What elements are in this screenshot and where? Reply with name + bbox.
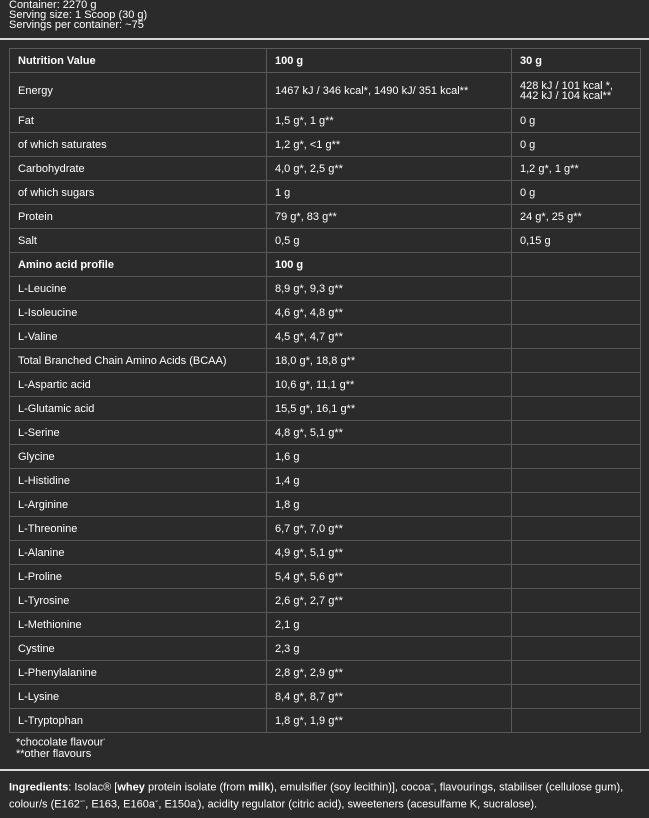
table-row <box>10 373 641 397</box>
row-value-30g <box>512 325 641 349</box>
row-value-30g <box>512 565 641 589</box>
row-label: L-Proline <box>10 565 267 589</box>
superscript-mark: ¹ <box>103 737 105 742</box>
row-label: of which saturates <box>10 133 267 157</box>
row-value-100g: 4,6 g*, 4,8 g** <box>267 301 512 325</box>
table-row <box>10 685 641 709</box>
ingredients-part: , E163, E160a <box>85 798 155 811</box>
nutrition-header-row <box>10 49 641 73</box>
row-label: Glycine <box>10 445 267 469</box>
per-100g-header: 100 g <box>267 49 512 73</box>
superscript-mark: ¹ʳʳ <box>430 782 434 787</box>
row-label: L-Glutamic acid <box>10 397 267 421</box>
row-value-30g <box>512 709 641 733</box>
table-row <box>10 109 641 133</box>
ingredients-part: ), emulsifier (soy lecithin)], cocoa <box>270 781 431 794</box>
row-label: L-Isoleucine <box>10 301 267 325</box>
row-value-30g <box>512 493 641 517</box>
table-row <box>10 709 641 733</box>
row-label: Total Branched Chain Amino Acids (BCAA) <box>10 349 267 373</box>
row-label: L-Aspartic acid <box>10 373 267 397</box>
row-value-30g: 0,15 g <box>512 229 641 253</box>
top-divider <box>0 38 649 40</box>
table-row <box>10 493 641 517</box>
row-value-30g <box>512 685 641 709</box>
row-value-100g: 18,0 g*, 18,8 g** <box>267 349 512 373</box>
row-value-100g: 2,6 g*, 2,7 g** <box>267 589 512 613</box>
allergen-whey: whey <box>117 781 145 794</box>
ingredients-part: protein isolate (from <box>144 781 249 794</box>
ingredients-text <box>9 778 641 811</box>
row-value-100g: 1,6 g <box>267 445 512 469</box>
superscript-mark: ⁿʳʳ <box>154 798 159 804</box>
superscript-mark: ⁿ <box>196 798 198 804</box>
table-row <box>10 637 641 661</box>
row-label: L-Leucine <box>10 277 267 301</box>
row-value-30g: 0 g <box>512 109 641 133</box>
row-value-100g: 79 g*, 83 g** <box>267 205 512 229</box>
ingredients-part: , flavourings, stabiliser (cellulose gum), <box>433 781 624 794</box>
row-value-30g <box>512 253 641 277</box>
row-value-100g: 5,4 g*, 5,6 g** <box>267 565 512 589</box>
row-value-30g <box>512 301 641 325</box>
row-label: Carbohydrate <box>10 157 267 181</box>
row-value-30g <box>512 589 641 613</box>
energy-30g-line1: 428 kJ / 101 kcal *, <box>520 79 613 92</box>
servings-per-container: Servings per container: ~75 <box>9 19 144 31</box>
allergen-milk: milk <box>248 781 271 794</box>
row-value-100g: 4,9 g*, 5,1 g** <box>267 541 512 565</box>
row-label: L-Threonine <box>10 517 267 541</box>
table-row <box>10 349 641 373</box>
container-size: Container: 2270 g <box>9 0 97 11</box>
row-label: L-Valine <box>10 325 267 349</box>
row-value-30g <box>512 541 641 565</box>
ingredients-part: , E150a <box>158 798 197 811</box>
row-label: Salt <box>10 229 267 253</box>
table-row <box>10 397 641 421</box>
row-value-30g <box>512 277 641 301</box>
row-value-100g: 2,8 g*, 2,9 g** <box>267 661 512 685</box>
table-row <box>10 613 641 637</box>
row-value-100g: 8,4 g*, 8,7 g** <box>267 685 512 709</box>
nutrition-value-header: Nutrition Value <box>10 49 267 73</box>
row-value-100g: 1,2 g*, <1 g** <box>267 133 512 157</box>
row-value-30g: 1,2 g*, 1 g** <box>512 157 641 181</box>
row-value-100g: 4,8 g*, 5,1 g** <box>267 421 512 445</box>
table-row <box>10 229 641 253</box>
section-header-row <box>10 253 641 277</box>
row-label: L-Serine <box>10 421 267 445</box>
row-value-30g <box>512 445 641 469</box>
footnotes <box>16 734 105 760</box>
nutrition-table <box>9 48 641 733</box>
row-label: L-Tyrosine <box>10 589 267 613</box>
table-row <box>10 445 641 469</box>
table-row <box>10 325 641 349</box>
row-label: Fat <box>10 109 267 133</box>
table-row <box>10 157 641 181</box>
footnote-other: **other flavours <box>16 747 92 760</box>
row-value-30g <box>512 661 641 685</box>
bottom-divider <box>0 769 649 771</box>
row-value-30g <box>512 613 641 637</box>
row-value-100g: 2,3 g <box>267 637 512 661</box>
row-value-100g: 1,8 g <box>267 493 512 517</box>
per-30g-header: 30 g <box>512 49 641 73</box>
row-value-100g: 1,5 g*, 1 g** <box>267 109 512 133</box>
table-row <box>10 661 641 685</box>
row-value-100g: 100 g <box>267 253 512 277</box>
ingredients-label: Ingredients <box>9 781 69 794</box>
row-label: L-Histidine <box>10 469 267 493</box>
row-value-100g: 1,8 g*, 1,9 g** <box>267 709 512 733</box>
row-value-30g: 0 g <box>512 181 641 205</box>
row-value-100g: 10,6 g*, 11,1 g** <box>267 373 512 397</box>
energy-30g-line2: 442 kJ / 104 kcal** <box>520 89 612 102</box>
row-label: of which sugars <box>10 181 267 205</box>
table-row <box>10 517 641 541</box>
row-value-100g: 6,7 g*, 7,0 g** <box>267 517 512 541</box>
row-value-100g: 2,1 g <box>267 613 512 637</box>
footnote-chocolate: *chocolate flavour <box>16 736 104 749</box>
row-label: L-Alanine <box>10 541 267 565</box>
serving-size: Serving size: 1 Scoop (30 g) <box>9 9 148 21</box>
row-label: L-Arginine <box>10 493 267 517</box>
table-row <box>10 73 641 109</box>
row-label: L-Lysine <box>10 685 267 709</box>
row-value-100g: 1467 kJ / 346 kcal*, 1490 kJ/ 351 kcal** <box>267 73 512 109</box>
table-row <box>10 181 641 205</box>
table-row <box>10 565 641 589</box>
row-value-30g: 24 g*, 25 g** <box>512 205 641 229</box>
product-info <box>9 0 639 30</box>
row-value-100g: 1 g <box>267 181 512 205</box>
nutrition-table-body <box>10 49 641 733</box>
table-row <box>10 469 641 493</box>
table-row <box>10 541 641 565</box>
row-value-100g: 15,5 g*, 16,1 g** <box>267 397 512 421</box>
table-row <box>10 421 641 445</box>
table-row <box>10 301 641 325</box>
row-value-30g <box>512 469 641 493</box>
row-value-100g: 0,5 g <box>267 229 512 253</box>
row-label: L-Tryptophan <box>10 709 267 733</box>
row-value-30g <box>512 73 641 109</box>
superscript-mark: ⁿʳʳʳʳ <box>79 798 86 804</box>
ingredients-part: colour/s (E162 <box>9 798 80 811</box>
row-value-30g <box>512 397 641 421</box>
row-label: L-Methionine <box>10 613 267 637</box>
table-row <box>10 133 641 157</box>
table-row <box>10 589 641 613</box>
row-value-30g <box>512 517 641 541</box>
row-value-100g: 4,0 g*, 2,5 g** <box>267 157 512 181</box>
row-value-30g <box>512 421 641 445</box>
row-value-30g <box>512 637 641 661</box>
row-value-30g <box>512 373 641 397</box>
row-label: L-Phenylalanine <box>10 661 267 685</box>
row-value-100g: 8,9 g*, 9,3 g** <box>267 277 512 301</box>
row-label: Protein <box>10 205 267 229</box>
row-label: Amino acid profile <box>10 253 267 277</box>
table-row <box>10 277 641 301</box>
row-value-100g: 1,4 g <box>267 469 512 493</box>
row-value-100g: 4,5 g*, 4,7 g** <box>267 325 512 349</box>
row-label: Energy <box>10 73 267 109</box>
table-row <box>10 205 641 229</box>
ingredients-part: : Isolac® [ <box>68 781 118 794</box>
row-value-30g <box>512 349 641 373</box>
ingredients-part: ), acidity regulator (citric acid), sweeteners (acesulfame K, sucralose). <box>197 798 538 811</box>
row-value-30g: 0 g <box>512 133 641 157</box>
row-label: Cystine <box>10 637 267 661</box>
